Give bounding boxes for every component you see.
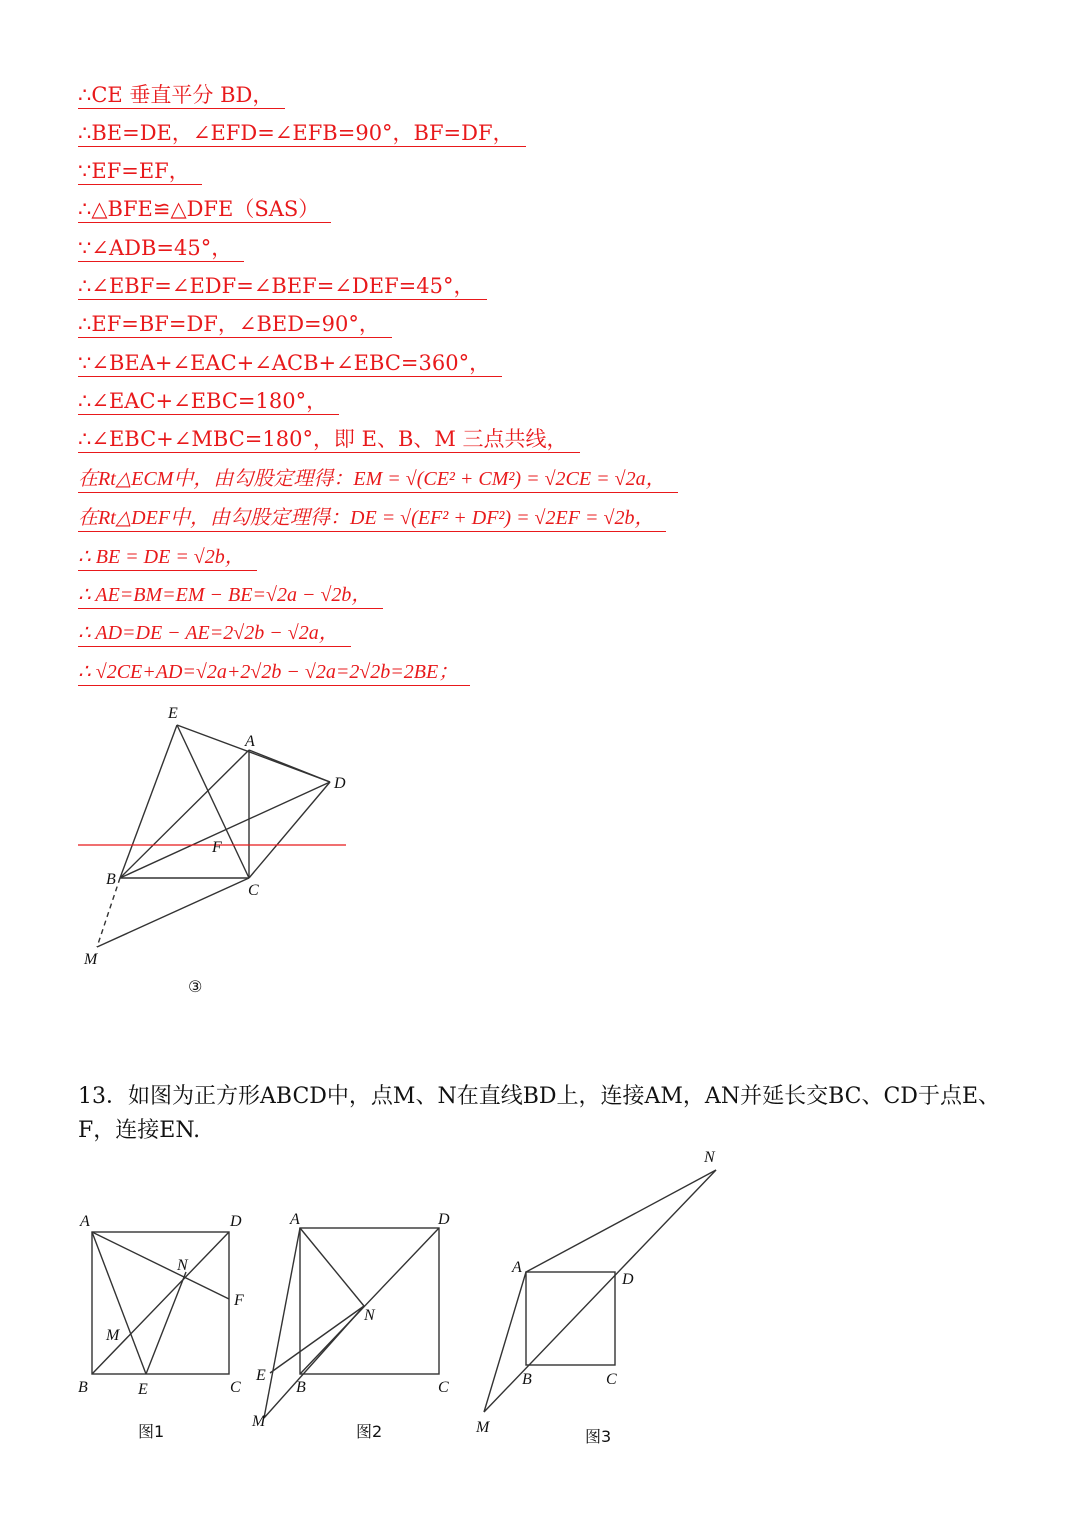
question-number: 13．: [78, 1084, 128, 1109]
fig2-label-A: A: [290, 1211, 300, 1228]
math-line-3: ∴ BE = DE = √2b，: [78, 544, 257, 571]
point-label-B: B: [106, 871, 116, 888]
fig2-label-M: M: [252, 1413, 266, 1430]
point-label-M: M: [84, 951, 98, 968]
math-line-4: ∴ AE=BM=EM − BE=√2a − √2b，: [78, 582, 383, 609]
fig1-label-E: E: [138, 1381, 148, 1398]
point-label-C: C: [248, 882, 259, 899]
figure-caption-2: 图2: [356, 1422, 383, 1441]
math-line-2: 在Rt△DEF中，由勾股定理得：DE = √(EF² + DF²) = √2EF = √2b，: [78, 505, 666, 532]
question-figures: [0, 1140, 760, 1460]
proof-line-7: ∴EF=BF=DF，∠BED=90°，: [78, 311, 392, 338]
fig2-label-N: N: [364, 1307, 375, 1324]
fig3-label-A: A: [512, 1259, 522, 1276]
proof-line-10: ∴∠EBC+∠MBC=180°，即 E、B、M 三点共线，: [78, 426, 580, 453]
fig3-label-D: D: [622, 1271, 634, 1288]
figure-caption-3b: 图3: [585, 1427, 612, 1446]
point-label-F: F: [212, 839, 222, 856]
math-line-1: 在Rt△ECM中，由勾股定理得：EM = √(CE² + CM²) = √2CE = √2a，: [78, 466, 678, 493]
proof-line-5: ∵∠ADB=45°，: [78, 235, 244, 262]
proof-line-3: ∵EF=EF，: [78, 158, 202, 185]
point-label-E: E: [168, 705, 178, 722]
fig1-label-A: A: [80, 1213, 90, 1230]
fig3-label-C: C: [606, 1371, 617, 1388]
fig2-label-D: D: [438, 1211, 450, 1228]
proof-line-1: ∴CE 垂直平分 BD，: [78, 82, 285, 109]
fig1-label-B: B: [78, 1379, 88, 1396]
proof-line-8: ∵∠BEA+∠EAC+∠ACB+∠EBC=360°，: [78, 350, 502, 377]
fig3-label-B: B: [522, 1371, 532, 1388]
question-13: [78, 1080, 1008, 1148]
geometry-figure-3: [0, 690, 400, 1010]
fig2-label-B: B: [296, 1379, 306, 1396]
figure-caption-3: ③: [188, 977, 203, 996]
proof-line-2: ∴BE=DE，∠EFD=∠EFB=90°，BF=DF，: [78, 120, 526, 147]
fig3-label-M: M: [476, 1419, 490, 1436]
fig3-label-N: N: [704, 1149, 715, 1166]
fig1-label-M: M: [106, 1327, 120, 1344]
fig1-label-D: D: [230, 1213, 242, 1230]
math-line-5: ∴ AD=DE − AE=2√2b − √2a，: [78, 620, 351, 647]
point-label-A: A: [245, 733, 255, 750]
fig1-label-C: C: [230, 1379, 241, 1396]
proof-line-6: ∴∠EBF=∠EDF=∠BEF=∠DEF=45°，: [78, 273, 487, 300]
fig1-label-F: F: [234, 1292, 244, 1309]
proof-line-9: ∴∠EAC+∠EBC=180°，: [78, 388, 339, 415]
figure-caption-1: 图1: [138, 1422, 165, 1441]
fig2-label-C: C: [438, 1379, 449, 1396]
math-line-6: ∴ √2CE+AD=√2a+2√2b − √2a=2√2b=2BE；: [78, 659, 470, 686]
point-label-D: D: [334, 775, 346, 792]
fig2-label-E: E: [256, 1367, 266, 1384]
proof-line-4: ∴△BFE≌△DFE（SAS）: [78, 196, 331, 223]
question-text: 如图为正方形ABCD中，点M、N在直线BD上，连接AM，AN并延长交BC、CD于点E、F，连接EN.: [78, 1084, 1001, 1143]
fig1-label-N: N: [177, 1257, 188, 1274]
